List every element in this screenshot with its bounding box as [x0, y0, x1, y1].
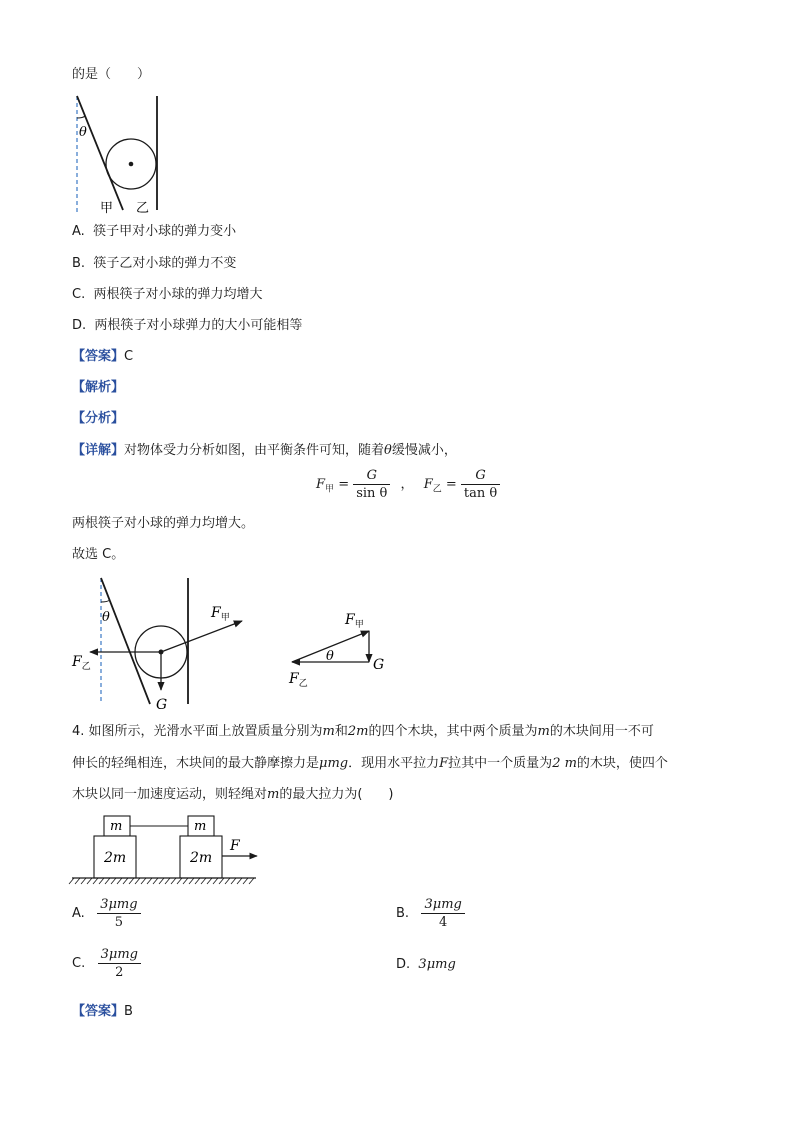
- q4-option-c: C. $\frac{\text{3μmg}}{2}$: [72, 946, 141, 982]
- label-yi: 乙: [136, 201, 150, 216]
- tri-label-f-yi: $F_乙$: [289, 671, 308, 689]
- theta-arc: [77, 116, 85, 118]
- label-f-yi: $F_乙$: [72, 654, 91, 672]
- label-m-right: m: [194, 819, 207, 834]
- figure-force-triangle: [285, 605, 395, 695]
- ground-hatching: [69, 878, 254, 884]
- q4-option-d: D. 3μmg: [396, 957, 456, 972]
- figure-blocks: [70, 812, 270, 892]
- answer-value: C: [124, 349, 134, 364]
- tri-label-f-jia: $F_甲$: [345, 612, 364, 630]
- choose-text: 故选 C。: [72, 547, 125, 562]
- theta-arc-2: [101, 600, 110, 602]
- option-b: B. 筷子乙对小球的弹力不变: [72, 256, 237, 271]
- answer-line: [72, 349, 133, 365]
- figure-chopsticks-ball: [70, 92, 170, 220]
- theta-label: θ: [79, 125, 87, 140]
- option-c: C. 两根筷子对小球的弹力均增大: [72, 287, 263, 302]
- q4-option-b: B. $\frac{\text{3μmg}}{4}$: [396, 896, 465, 932]
- label-jia: 甲: [100, 201, 114, 216]
- label-2m-left: 2m: [104, 850, 127, 866]
- detail-tag: 【详解】: [72, 443, 125, 458]
- label-2m-right: 2m: [190, 850, 213, 866]
- question-stem-tail: 的是（ ）: [72, 67, 151, 82]
- analysis-tag: 【解析】: [72, 380, 125, 395]
- label-g: G: [156, 697, 168, 713]
- force-f-jia-arrow: [161, 621, 242, 652]
- figure-force-analysis: [70, 574, 270, 714]
- q4-answer-tag: 【答案】: [72, 1004, 125, 1019]
- label-m-left: m: [110, 819, 123, 834]
- detail-line: 【详解】对物体受力分析如图，由平衡条件可知，随着θ缓慢减小，: [72, 443, 457, 458]
- option-a: A. 筷子甲对小球的弹力变小: [72, 224, 237, 239]
- q4-answer-line: [72, 1004, 133, 1020]
- tri-theta: θ: [326, 649, 334, 664]
- chopstick-jia: [77, 96, 123, 210]
- tri-label-g: G: [373, 657, 385, 673]
- fraction-f-jia: $\frac{G}{\text{sin θ}}$: [353, 467, 390, 502]
- label-f-jia: $F_甲$: [211, 605, 230, 623]
- option-d: D. 两根筷子对小球弹力的大小可能相等: [72, 318, 303, 333]
- force-formula: $F_甲$ = $\frac{G}{\text{sin θ}}$ ， $F_乙$ = $\frac{G}{\text{tan θ}}$: [316, 466, 500, 509]
- chopstick-jia-2: [101, 578, 150, 704]
- q4-stem-line-3: 木块以同一加速度运动，则轻绳对m的最大拉力为( ): [72, 787, 394, 802]
- q4-stem-line-1: 4. 如图所示，光滑水平面上放置质量分别为m和2m的四个木块，其中两个质量为m的木块间用一不可: [72, 724, 654, 739]
- conclusion-text: 两根筷子对小球的弹力均增大。: [72, 516, 255, 531]
- label-f: F: [230, 838, 240, 854]
- q4-option-a: A. $\frac{\text{3μmg}}{5}$: [72, 896, 141, 932]
- answer-tag: 【答案】: [72, 349, 125, 364]
- fraction-f-yi: $\frac{G}{\text{tan θ}}$: [461, 467, 500, 502]
- theta-label-2: θ: [102, 610, 110, 625]
- fenxi-tag: 【分析】: [72, 411, 125, 426]
- ball-center: [129, 162, 134, 167]
- q4-answer-value: B: [124, 1004, 133, 1019]
- q4-stem-line-2: 伸长的轻绳相连，木块间的最大静摩擦力是μmg．现用水平拉力F拉其中一个质量为2 m的木块，使四个: [72, 756, 668, 771]
